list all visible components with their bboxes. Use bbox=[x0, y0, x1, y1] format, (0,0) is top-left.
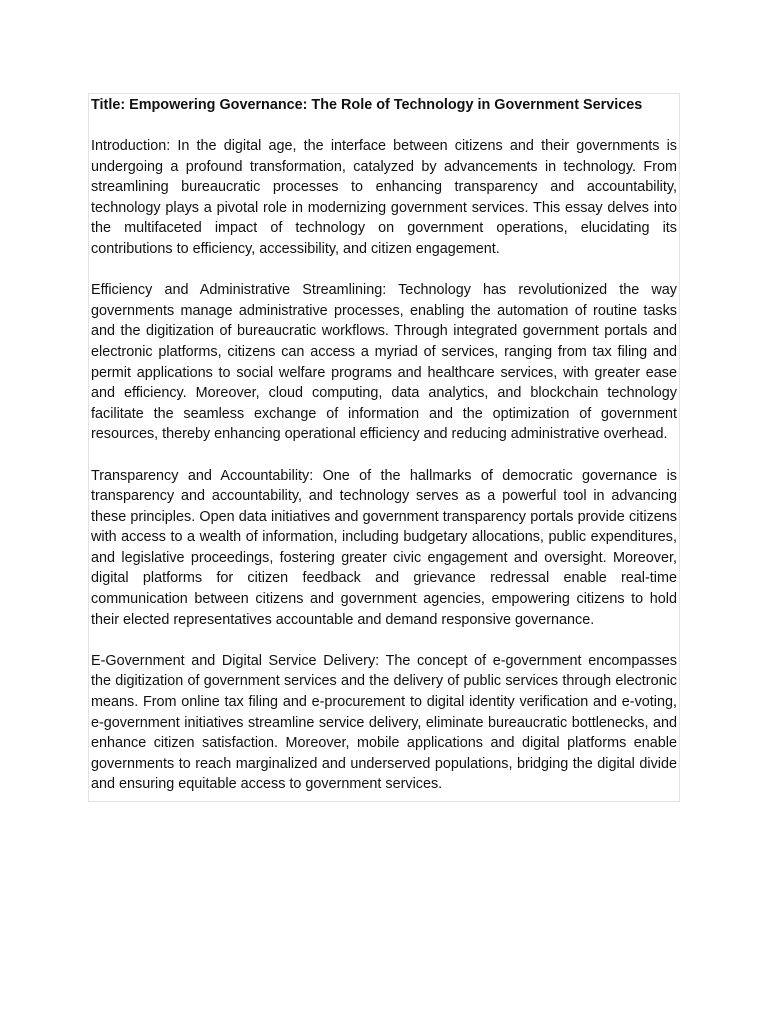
paragraph-e-government: E-Government and Digital Service Delivery: The concept of e-government encompasses the digitization of government services and the delivery of public services through electronic means. From online tax filing and e-procurement to digital identity verification and e-voting, e-government initiatives streamline service delivery, eliminate bureaucratic bottlenecks, and enhance citizen satisfaction. Moreover, mobile applications and digital platforms enable governments to reach marginalized and underserved populations, bridging the digital divide and ensuring equitable access to government services. bbox=[91, 652, 677, 793]
document-title: Title: Empowering Governance: The Role of Technology in Government Services bbox=[91, 97, 643, 113]
document-frame bbox=[88, 93, 680, 802]
paragraph-efficiency: Efficiency and Administrative Streamlining: Technology has revolutionized the way governments manage administrative processes, enabling the automation of routine tasks and the digitization of bureaucratic workflows. Through integrated government portals and electronic platforms, citizens can access a myriad of services, ranging from tax filing and permit applications to social welfare programs and healthcare services, with greater ease and efficiency. Moreover, cloud computing, data analytics, and blockchain technology facilitate the seamless exchange of information and the optimization of government resources, thereby enhancing operational efficiency and reducing administrative overhead. bbox=[91, 282, 677, 443]
paragraph-transparency: Transparency and Accountability: One of the hallmarks of democratic governance is transparency and accountability, and technology serves as a powerful tool in advancing these principles. Open data initiatives and government transparency portals provide citizens with access to a wealth of information, including budgetary allocations, public expenditures, and legislative proceedings, fostering greater civic engagement and oversight. Moreover, digital platforms for citizen feedback and grievance redressal enable real-time communication between citizens and government agencies, empowering citizens to hold their elected representatives accountable and demand responsive governance. bbox=[91, 467, 677, 628]
paragraph-introduction: Introduction: In the digital age, the interface between citizens and their governments is undergoing a profound transformation, catalyzed by advancements in technology. From streamlining bureaucratic processes to enhancing transparency and accountability, technology plays a pivotal role in modernizing government services. This essay delves into the multifaceted impact of technology on government operations, elucidating its contributions to efficiency, accessibility, and citizen engagement. bbox=[91, 138, 677, 257]
